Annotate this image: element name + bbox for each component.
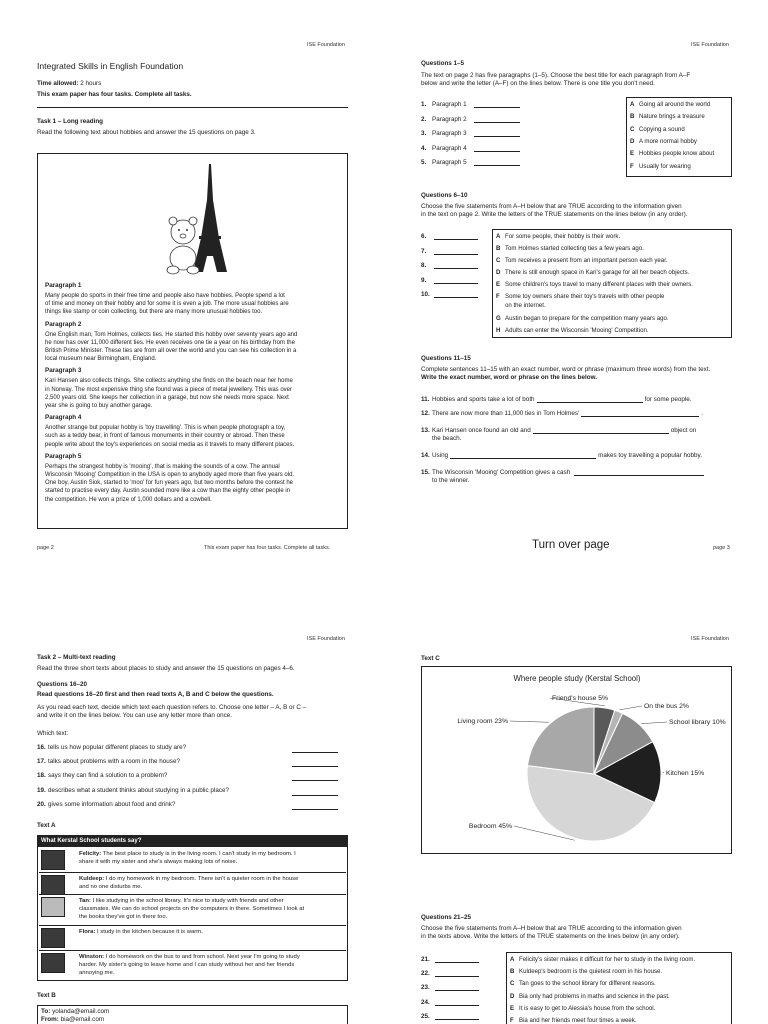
option-h <box>496 327 649 334</box>
answer-line-5 <box>421 159 520 166</box>
option-text: Bia and her friends meet four times a week. <box>519 1017 637 1024</box>
leader-line <box>663 772 664 773</box>
answer-blank[interactable] <box>292 752 338 753</box>
option-text: Going all around the world <box>639 101 711 108</box>
sentence-15. <box>421 469 704 476</box>
option-text: Some toy owners share their toy's travels with other people <box>505 293 665 300</box>
question-number: 6. <box>421 233 427 240</box>
answer-blank[interactable] <box>292 780 338 781</box>
student-comment <box>79 954 300 962</box>
question-number: 3. <box>421 130 427 137</box>
sentence-start: There are now more than 11,000 ties in Tom Holmes' <box>432 410 580 417</box>
option-letter: D <box>510 992 515 1000</box>
question-number: 16. <box>37 744 46 751</box>
answer-line-9 <box>421 277 478 284</box>
option-text: Some children's toys travel to many different places with their owners. <box>505 281 694 288</box>
question-number: 15. <box>421 469 430 476</box>
text-a-title: What Kerstal School students say? <box>38 836 347 847</box>
task-title: Task 1 – Long reading <box>37 118 104 125</box>
answer-blank[interactable] <box>474 136 520 137</box>
option-text: Bia only had problems in maths and science in the past. <box>519 992 670 1000</box>
answer-blank[interactable] <box>434 283 478 284</box>
page-5 <box>384 594 768 1024</box>
answer-line-4 <box>421 145 520 152</box>
answer-line-7 <box>421 248 478 255</box>
page-header: ISE Foundation <box>307 636 345 642</box>
answer-line-24 <box>421 999 479 1006</box>
option-e <box>630 150 714 157</box>
student-comment <box>79 876 298 884</box>
sentence-end: . <box>701 410 704 417</box>
answer-blank[interactable] <box>474 165 520 166</box>
option-a <box>630 101 710 108</box>
q11-15-instr-1: Complete sentences 11–15 with an exact number, word or phrase (maximum three words) from the text. <box>421 366 711 373</box>
question-text: Paragraph 1 <box>432 101 467 108</box>
option-d <box>496 269 689 276</box>
answer-blank[interactable] <box>435 976 479 977</box>
question-number: 4. <box>421 144 427 152</box>
comment-line: annoying me. <box>79 969 115 976</box>
q16-20-instr-3: and write it on the lines below. You can use any letter more than once. <box>37 712 232 719</box>
answer-blank[interactable] <box>474 151 520 152</box>
option-text: Felicity's sister makes it difficult for her to study in the living room. <box>519 956 696 963</box>
student-comment <box>79 851 296 859</box>
question-16 <box>37 744 186 751</box>
which-text: Which text: <box>37 730 69 737</box>
option-d <box>630 138 697 145</box>
option-text: A more normal hobby <box>639 137 697 145</box>
chart-title: Where people study (Kerstal School) <box>513 674 641 683</box>
q1-5-instr-2: below and write the letter (A–F) on the lines below. There is one title you don't need. <box>421 80 655 87</box>
option-text: Adults can enter the Wisconsin 'Mooing' Competition. <box>505 327 649 334</box>
question-number: 19. <box>37 786 46 794</box>
task-instruction: Read the following text about hobbies and answer the 15 questions on page 3. <box>37 129 256 136</box>
comment-line: and no one disturbs me. <box>79 883 143 890</box>
option-text: There is still enough space in Kari's garage for all her beach objects. <box>505 269 690 276</box>
option-a <box>510 956 695 963</box>
paragraph-heading: Paragraph 4 <box>45 414 82 422</box>
row-divider <box>39 925 346 926</box>
sentence-start: to the winner. <box>432 477 470 484</box>
paragraph-line: people write about the toy's experiences on social media as it travels to many different places. <box>45 441 295 448</box>
option-letter: C <box>496 257 501 264</box>
option-f <box>630 163 691 170</box>
option-c <box>496 257 668 264</box>
question-number: 8. <box>421 262 427 269</box>
footer-page-number: page 3 <box>713 545 730 551</box>
question-17 <box>37 758 180 765</box>
answer-blank[interactable] <box>474 107 520 108</box>
option-letter: D <box>496 269 501 276</box>
student-photo <box>41 850 65 870</box>
tasks-note: This exam paper has four tasks. Complete all tasks. <box>37 91 192 98</box>
paragraph-line: of time and money on their hobby and for some it is even a job. The more usual hobbies are <box>45 301 289 308</box>
leader-line <box>619 706 642 710</box>
paragraph-heading: Paragraph 5 <box>45 452 82 460</box>
answer-blank[interactable] <box>450 458 596 459</box>
paragraph-heading: Paragraph 2 <box>45 320 82 328</box>
slice-label: Bedroom 45% <box>468 823 512 830</box>
answer-line-6 <box>421 233 478 240</box>
paragraph-line: British Prime Minister. These ties are from all over the world and you can see his collection in a <box>45 348 297 354</box>
question-text: tells us how popular different places to study are? <box>48 744 187 751</box>
q16-20-instr-2: As you read each text, decide which text each question refers to. Choose one letter – A, B or C – <box>37 704 307 711</box>
question-19 <box>37 787 229 794</box>
option-f <box>510 1017 637 1024</box>
reading-text-box <box>37 153 348 529</box>
q11-15-title: Questions 11–15 <box>421 355 471 362</box>
answer-line-25 <box>421 1013 479 1020</box>
sentence-end: object on <box>670 427 697 434</box>
page-header: ISE Foundation <box>691 42 729 48</box>
student-photo <box>41 953 65 973</box>
option-d <box>510 993 670 1000</box>
option-letter: C <box>630 125 635 133</box>
sentence-cont <box>421 477 469 484</box>
sentence-end: for some people. <box>644 396 692 403</box>
email-from: From: bia@email.com <box>41 1016 105 1023</box>
leader-line <box>510 721 548 722</box>
row-divider <box>39 872 346 873</box>
text-b-email <box>37 1005 348 1024</box>
answer-line-8 <box>421 262 478 269</box>
q1-5-instr-1: The text on page 2 has five paragraphs (1–5). Choose the best title for each paragraph from A–F <box>421 72 691 79</box>
page-2 <box>0 0 384 570</box>
answer-blank[interactable] <box>533 433 669 434</box>
answer-blank[interactable] <box>292 795 338 796</box>
student-photo <box>41 897 65 917</box>
option-e <box>510 1005 655 1012</box>
paragraph-line: local museum near Birmingham, England. <box>45 356 157 363</box>
question-number: 2. <box>421 115 427 123</box>
student-photo <box>41 875 65 895</box>
option-b <box>510 968 662 975</box>
text-c-chart-box <box>421 666 732 854</box>
paragraph-line: One English man, Tom Holmes, collects ties. He started this hobby over seventy years ago and <box>45 331 298 338</box>
sentence-end: makes toy travelling a popular hobby. <box>598 452 702 459</box>
student-comment <box>79 898 284 906</box>
page-3 <box>384 0 768 570</box>
option-text: Nature brings a treasure <box>639 113 705 121</box>
paragraph-line: started to practise every day. Austin sounded more like a cow than the eighty other people in <box>45 488 291 495</box>
q21-25-instr-1: Choose the five statements from A–H below that are TRUE according to the information given <box>421 925 682 932</box>
student-comment <box>79 929 203 937</box>
student-name: Tan: <box>79 898 91 904</box>
option-letter: F <box>510 1017 514 1024</box>
q21-25-instr-2: in the texts above. Write the letters of the TRUE statements on the lines below (in any order). <box>421 933 680 940</box>
option-letter: E <box>510 1004 515 1012</box>
question-number: 12. <box>421 410 430 417</box>
option-text: Usually for wearing <box>639 162 691 170</box>
question-number: 1. <box>421 101 427 108</box>
eiffel-teddy-illustration <box>153 160 243 280</box>
question-text: Paragraph 2 <box>432 115 467 123</box>
page-header: ISE Foundation <box>691 636 729 642</box>
question-number: 24. <box>421 998 430 1006</box>
answer-blank[interactable] <box>434 297 478 298</box>
question-number: 18. <box>37 772 46 780</box>
answer-line-3 <box>421 130 520 137</box>
comment-line: the books they've got in there too. <box>79 913 168 920</box>
q11-15-instr-2: Write the exact number, word or phrase on the lines below. <box>421 374 597 381</box>
answer-blank[interactable] <box>292 766 338 767</box>
student-name: Flora: <box>79 929 96 935</box>
question-number: 11. <box>421 396 430 403</box>
question-number: 5. <box>421 159 427 166</box>
option-letter: B <box>630 113 635 121</box>
paragraph-line: Many people do sports in their free time and people also have hobbies. People spend a lot <box>45 293 285 299</box>
option-letter: B <box>510 968 515 976</box>
option-letter: C <box>510 980 515 988</box>
option-a <box>496 233 620 240</box>
q6-10-instr-1: Choose the five statements from A–H below that are TRUE according to the information given <box>421 203 682 210</box>
question-text: talks about problems with a room in the house? <box>48 758 180 766</box>
option-text: Tan goes to the school library for different reasons. <box>519 980 656 988</box>
footer-note: This exam paper has four tasks. Complete all tasks. <box>204 545 331 551</box>
answer-line-1 <box>421 101 520 108</box>
task2-instr: Read the three short texts about places to study and answer the 15 questions on pages 4–6. <box>37 665 295 672</box>
comment-line: I like studying in the school library. It's nice to study with friends and other <box>92 898 284 904</box>
q1-5-options-box <box>626 97 732 177</box>
answer-blank[interactable] <box>434 268 478 269</box>
answer-blank[interactable] <box>581 416 699 417</box>
q21-25-title: Questions 21–25 <box>421 914 472 921</box>
comment-line: classmates. We can do school projects on the computers in there. Sometimes I look at <box>79 905 305 912</box>
option-letter: G <box>496 315 501 322</box>
question-number: 17. <box>37 758 46 766</box>
question-text: describes what a student thinks about studying in a public place? <box>48 786 229 794</box>
option-letter: A <box>510 956 515 963</box>
comment-line: The best place to study is in the living room. I can't study in my bedroom. I <box>102 851 296 857</box>
paragraph-heading: Paragraph 3 <box>45 367 82 375</box>
q6-10-options-box <box>492 229 732 338</box>
paragraph-line: One boy, Austin Siok, started to 'moo' for fun years ago, but two months before the contest he <box>45 480 293 487</box>
option-letter: A <box>630 101 635 108</box>
question-text: Paragraph 5 <box>432 159 467 166</box>
text-a-label: Text A <box>37 822 56 829</box>
option-text: Kuldeep's bedroom is the quietest room in his house. <box>519 968 663 976</box>
option-letter: F <box>630 162 634 170</box>
option-text: on the internet. <box>505 302 546 309</box>
option-g <box>496 315 669 322</box>
paragraph-line: year she is going to buy another garage. <box>45 403 153 409</box>
option-c <box>630 126 685 133</box>
slice-label: On the bus 2% <box>644 703 689 710</box>
paragraph-line: he now has over 11,000 different ties. He even receives one tie a year on his birthday from the <box>45 339 295 346</box>
question-number: 23. <box>421 984 430 992</box>
question-number: 14. <box>421 452 430 459</box>
question-text: gives some information about food and drink? <box>48 800 176 808</box>
answer-line-22 <box>421 970 479 977</box>
answer-blank[interactable] <box>537 402 643 403</box>
time-allowed: Time allowed: 2 hours <box>37 80 102 87</box>
page-header: ISE Foundation <box>307 42 345 48</box>
comment-line: harder. My sister's going to leave home and I can study without her and her friends <box>79 961 295 968</box>
option-text: For some people, their hobby is their work. <box>505 233 621 240</box>
question-number: 7. <box>421 247 427 255</box>
slice-label: Living room 23% <box>457 718 508 725</box>
sentence-start: The Wisconsin 'Mooing' Competition gives a cash <box>432 469 571 476</box>
q6-10-title: Questions 6–10 <box>421 192 468 199</box>
q16-20-title: Questions 16–20 <box>37 681 88 688</box>
email-to: To: yolanda@email.com <box>41 1008 110 1015</box>
q6-10-instr-2: in the text on page 2. Write the letters of the TRUE statements on the lines below (in any order). <box>421 211 688 218</box>
answer-blank[interactable] <box>435 1019 479 1020</box>
sentence-start: Using <box>432 452 449 459</box>
option-e <box>496 281 693 288</box>
option-letter: B <box>496 245 501 252</box>
option-f <box>496 293 664 300</box>
answer-blank[interactable] <box>474 122 520 123</box>
answer-blank[interactable] <box>435 990 479 991</box>
question-text: Paragraph 4 <box>432 144 467 152</box>
sentence-12. <box>421 410 703 417</box>
option-b <box>496 245 644 252</box>
option-letter: E <box>630 150 635 158</box>
option-letter: A <box>496 233 501 240</box>
slice-label: Friend's house 5% <box>552 695 609 702</box>
sentence-cont <box>421 435 461 442</box>
question-number: 10. <box>421 291 430 298</box>
turn-over: Turn over page <box>532 539 610 551</box>
comment-line: I do my homework in my bedroom. There isn't a quieter room in the house <box>105 876 299 882</box>
answer-line-2 <box>421 116 520 123</box>
text-c-label: Text C <box>421 655 440 662</box>
answer-blank[interactable] <box>574 475 704 476</box>
sentence-start: the beach. <box>432 435 462 442</box>
comment-line: I do homework on the bus to and from school. Next year I'm going to study <box>105 954 300 960</box>
paragraph-line: in Norway. The most expensive thing she found was a piece of metal jewellery. This was over <box>45 386 293 393</box>
answer-line-10 <box>421 291 478 298</box>
option-text: Hobbies people know about <box>639 150 715 158</box>
answer-blank[interactable] <box>292 809 338 810</box>
answer-blank[interactable] <box>434 254 478 255</box>
pie-chart <box>422 667 731 853</box>
divider <box>37 107 348 108</box>
paragraph-line: things like stamp or coin collecting, but there are many more unusual hobbies too. <box>45 309 263 316</box>
question-number: 20. <box>37 800 46 808</box>
paragraph-line: Kari Hansen also collects things. She collects anything she finds on the beach near her home <box>45 378 293 385</box>
paragraph-line: the competition. He won a prize of 1,000 dollars and a cowbell. <box>45 496 212 503</box>
leader-line <box>641 722 667 724</box>
student-photo <box>41 928 65 948</box>
task2-title: Task 2 – Multi-text reading <box>37 654 116 661</box>
q1-5-title: Questions 1–5 <box>421 60 465 67</box>
sentence-start: Hobbies and sports take a lot of both <box>432 396 535 403</box>
question-text: Paragraph 3 <box>432 130 467 137</box>
option-cont <box>496 302 546 309</box>
option-text: It is easy to get to Alessia's house from the school. <box>519 1004 656 1012</box>
student-name: Winston: <box>79 954 105 960</box>
row-divider <box>39 894 346 895</box>
page-4 <box>0 594 384 1024</box>
paragraph-line: Perhaps the strangest hobby is 'mooing', that is making the sounds of a cow. The annual <box>45 463 280 470</box>
question-18 <box>37 772 167 779</box>
footer-page-number: page 2 <box>37 545 54 551</box>
question-number: 13. <box>421 427 430 434</box>
comment-line: I study in the kitchen because it is warm. <box>97 929 203 935</box>
question-20 <box>37 801 175 808</box>
paragraph-line: 2,500 years old. She keeps her collection in a garage, but now she needs more space. Next <box>45 394 289 401</box>
question-number: 25. <box>421 1012 430 1020</box>
q16-20-instr-1: Read questions 16–20 first and then read texts A, B and C below the questions. <box>37 691 274 698</box>
answer-blank[interactable] <box>435 962 479 963</box>
student-name: Kuldeep: <box>79 876 105 882</box>
option-text: Tom Holmes started collecting ties a few years ago. <box>505 245 644 252</box>
q21-25-options-box <box>506 952 732 1024</box>
question-text: says they can find a solution to a problem? <box>48 772 168 780</box>
option-letter: F <box>496 293 500 300</box>
slice-label: Kitchen 15% <box>666 770 705 777</box>
option-letter: H <box>496 327 501 334</box>
paper-title: Integrated Skills in English Foundation <box>37 61 184 71</box>
option-b <box>630 113 705 120</box>
option-letter: E <box>496 281 501 288</box>
question-number: 9. <box>421 276 427 284</box>
paragraph-line: Another strange but popular hobby is 'toy travelling'. This is when people photograph a toy, <box>45 425 286 432</box>
slice-label: School library 10% <box>669 719 726 726</box>
question-number: 21. <box>421 956 430 963</box>
sentence-11. <box>421 396 691 403</box>
option-text: Tom receives a present from an important person each year. <box>505 257 668 264</box>
answer-blank[interactable] <box>435 1005 479 1006</box>
sentence-start: Kari Hansen once found an old and <box>432 427 531 434</box>
text-a-box <box>37 835 348 981</box>
answer-line-23 <box>421 984 479 991</box>
pie-slice-living-room <box>528 707 594 774</box>
sentence-14. <box>421 452 702 459</box>
paragraph-line: such as a teddy bear, in front of famous monuments in their country or abroad. Then these <box>45 433 285 440</box>
paragraph-heading: Paragraph 1 <box>45 282 82 289</box>
option-letter: D <box>630 137 635 145</box>
answer-blank[interactable] <box>434 239 478 240</box>
row-divider <box>39 950 346 951</box>
answer-line-21 <box>421 956 479 963</box>
option-c <box>510 980 656 987</box>
sentence-13. <box>421 427 696 434</box>
student-name: Felicity: <box>79 851 102 857</box>
comment-line: share it with my sister and she's always making lots of noise. <box>79 858 238 865</box>
paragraph-line: Wisconsin 'Mooing' Competition in the USA is open to anybody aged more than five years old. <box>45 472 295 478</box>
text-b-label: Text B <box>37 992 56 999</box>
option-text: Copying a sound <box>639 125 685 133</box>
question-number: 22. <box>421 970 430 978</box>
option-text: Austin began to prepare for the competition many years ago. <box>505 315 669 322</box>
